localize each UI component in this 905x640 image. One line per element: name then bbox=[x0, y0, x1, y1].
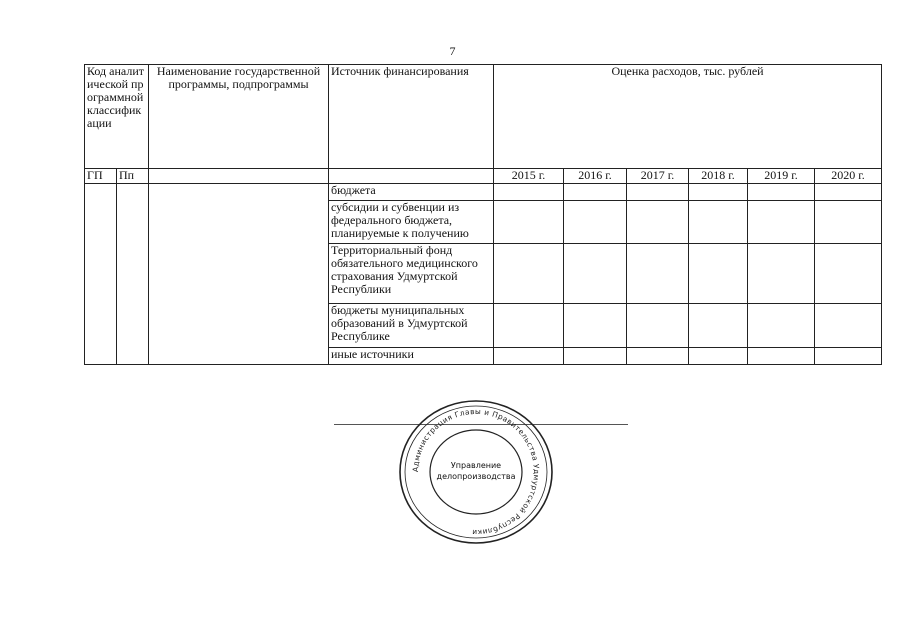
value-cell bbox=[748, 348, 815, 365]
value-cell bbox=[627, 201, 689, 244]
year-2019: 2019 г. bbox=[748, 169, 815, 184]
value-cell bbox=[748, 304, 815, 348]
value-cell bbox=[627, 244, 689, 304]
table-row bbox=[85, 184, 882, 201]
empty-cell bbox=[149, 184, 329, 365]
value-cell bbox=[815, 244, 882, 304]
empty-cell bbox=[117, 184, 149, 365]
page-number: 7 bbox=[449, 44, 456, 58]
value-cell bbox=[627, 304, 689, 348]
value-cell bbox=[494, 348, 564, 365]
year-2015: 2015 г. bbox=[494, 169, 564, 184]
header-name-cell bbox=[149, 65, 329, 169]
source-oms-fund: Территориальный фонд обязательного медицинского страхования Удмуртской Республики bbox=[329, 244, 494, 304]
value-cell bbox=[494, 201, 564, 244]
year-2017: 2017 г. bbox=[627, 169, 689, 184]
value-cell bbox=[815, 184, 882, 201]
source-municipal-budgets: бюджеты муниципальных образований в Удмуртской Республике bbox=[329, 304, 494, 348]
header-source: Источник финансирования bbox=[331, 64, 469, 78]
seal-inner-line1: Управление bbox=[450, 461, 502, 470]
value-cell bbox=[494, 244, 564, 304]
value-cell bbox=[564, 244, 627, 304]
header-code: Код аналитической программной классификации bbox=[87, 64, 144, 130]
value-cell bbox=[689, 244, 748, 304]
header-source-cell bbox=[329, 65, 494, 169]
source-other: иные источники bbox=[329, 348, 494, 365]
year-2016: 2016 г. bbox=[564, 169, 627, 184]
official-seal bbox=[396, 397, 556, 547]
empty-cell bbox=[329, 169, 494, 184]
seal-ring-text: Администрация Главы и Правительства Удмуртской Республики bbox=[410, 406, 542, 538]
year-2018: 2018 г. bbox=[689, 169, 748, 184]
value-cell bbox=[689, 304, 748, 348]
value-cell bbox=[564, 348, 627, 365]
empty-cell bbox=[85, 184, 117, 365]
value-cell bbox=[815, 304, 882, 348]
header-gp: ГП bbox=[85, 169, 117, 184]
header-pp: Пп bbox=[117, 169, 149, 184]
value-cell bbox=[815, 201, 882, 244]
value-cell bbox=[689, 184, 748, 201]
seal-inner-line2: делопроизводства bbox=[436, 472, 516, 481]
value-cell bbox=[627, 348, 689, 365]
value-cell bbox=[564, 201, 627, 244]
header-name: Наименование государственной программы, подпрограммы bbox=[156, 64, 321, 91]
value-cell bbox=[627, 184, 689, 201]
header-code-cell bbox=[85, 65, 149, 169]
value-cell bbox=[815, 348, 882, 365]
value-cell bbox=[748, 184, 815, 201]
source-budget: бюджета bbox=[329, 184, 494, 201]
year-2020: 2020 г. bbox=[815, 169, 882, 184]
value-cell bbox=[689, 348, 748, 365]
value-cell bbox=[494, 304, 564, 348]
value-cell bbox=[689, 201, 748, 244]
value-cell bbox=[748, 244, 815, 304]
header-estimate-cell bbox=[494, 65, 882, 169]
source-federal-subsidies: субсидии и субвенции из федерального бюджета, планируемые к получению bbox=[329, 201, 494, 244]
value-cell bbox=[494, 184, 564, 201]
header-estimate: Оценка расходов, тыс. рублей bbox=[611, 64, 764, 78]
value-cell bbox=[564, 304, 627, 348]
value-cell bbox=[564, 184, 627, 201]
financing-table bbox=[84, 64, 882, 365]
value-cell bbox=[748, 201, 815, 244]
empty-cell bbox=[149, 169, 329, 184]
